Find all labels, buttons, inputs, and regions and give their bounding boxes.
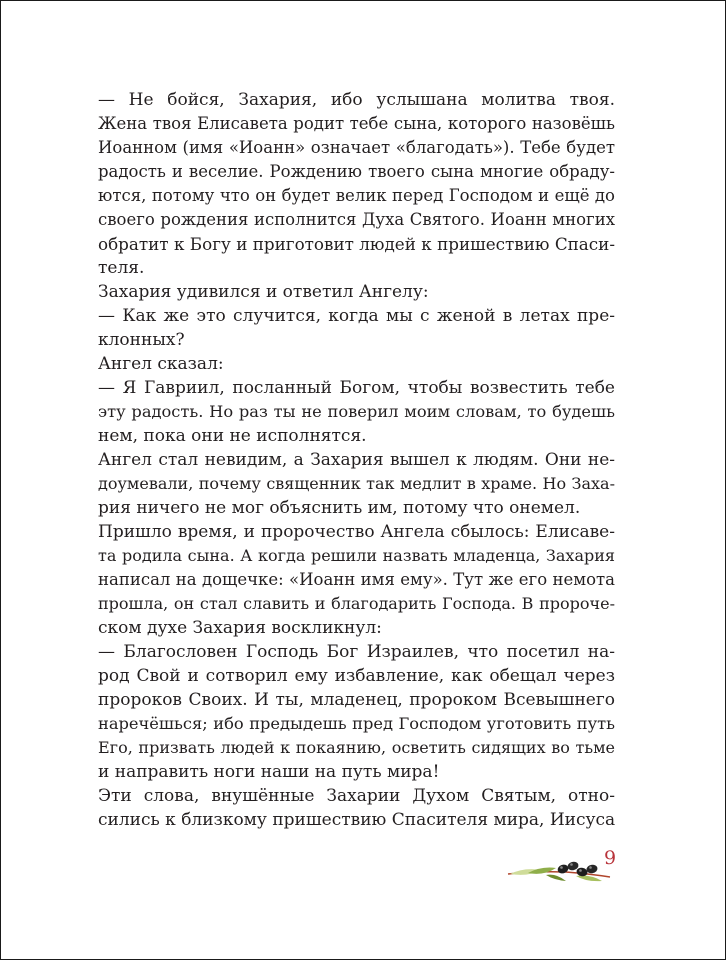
text-line: Иоанном (имя «Иоанн» означает «благодать»). Тебе будет	[98, 138, 615, 157]
text-line: ются, потому что он будет велик перед Господом и ещё до	[98, 186, 615, 205]
text-line: прошла, он стал славить и благодарить Господа. В пророче-	[98, 594, 615, 613]
text-line: пророков Своих. И ты, младенец, пророком Всевышнего	[98, 690, 615, 710]
text-line: рия ничего не мог объяснить им, потому что онемел.	[98, 498, 581, 518]
text-line: обратит к Богу и приготовит людей к пришествию Спаси-	[98, 234, 615, 254]
text-line: Жена твоя Елисавета родит тебе сына, которого назовёшь	[98, 114, 615, 133]
text-line: — Не бойся, Захария, ибо услышана молитва твоя.	[98, 90, 615, 110]
text-line: Его, призвать людей к покаянию, осветить сидящих во тьме	[98, 738, 615, 757]
text-line: — Я Гавриил, посланный Богом, чтобы возвестить тебе	[98, 378, 615, 398]
text-line: Захария удивился и ответил Ангелу:	[98, 282, 429, 302]
text-line: написал на дощечке: «Иоанн имя ему». Тут же его немота	[98, 570, 615, 589]
text-line: доумевали, почему священник так медлит в храме. Но Заха-	[98, 474, 615, 493]
page-number: 9	[604, 847, 617, 869]
text-line: род Свой и сотворил ему избавление, как обещал через	[98, 666, 615, 686]
text-line: клонных?	[98, 330, 185, 350]
body-text	[98, 88, 615, 832]
text-line: Ангел сказал:	[98, 354, 224, 374]
text-line: сились к близкому пришествию Спасителя мира, Иисуса	[98, 810, 616, 830]
text-line: нем, пока они не исполнятся.	[98, 426, 367, 446]
text-line: — Благословен Господь Бог Израилев, что посетил на-	[98, 642, 615, 662]
text-line: эту радость. Но раз ты не поверил моим словам, то будешь	[98, 402, 615, 421]
text-line: — Как же это случится, когда мы с женой в летах пре-	[98, 306, 615, 326]
text-line: та родила сына. А когда решили назвать младенца, Захария	[98, 546, 615, 565]
text-line: ском духе Захария воскликнул:	[98, 618, 382, 638]
text-line: Эти слова, внушённые Захарии Духом Святым, отно-	[98, 786, 615, 806]
text-line: Ангел стал невидим, а Захария вышел к людям. Они не-	[98, 450, 615, 470]
text-line: Пришло время, и пророчество Ангела сбылось: Елисаве-	[98, 522, 615, 542]
text-line: своего рождения исполнится Духа Святого. Иоанн многих	[98, 210, 615, 229]
text-line: наречёшься; ибо предыдешь пред Господом уготовить путь	[98, 714, 615, 733]
text-line: радость и веселие. Рождению твоего сына многие обраду-	[98, 162, 615, 181]
text-line: и направить ноги наши на путь мира!	[98, 762, 440, 782]
text-line: теля.	[98, 258, 145, 278]
olive-branch-icon	[506, 847, 616, 887]
